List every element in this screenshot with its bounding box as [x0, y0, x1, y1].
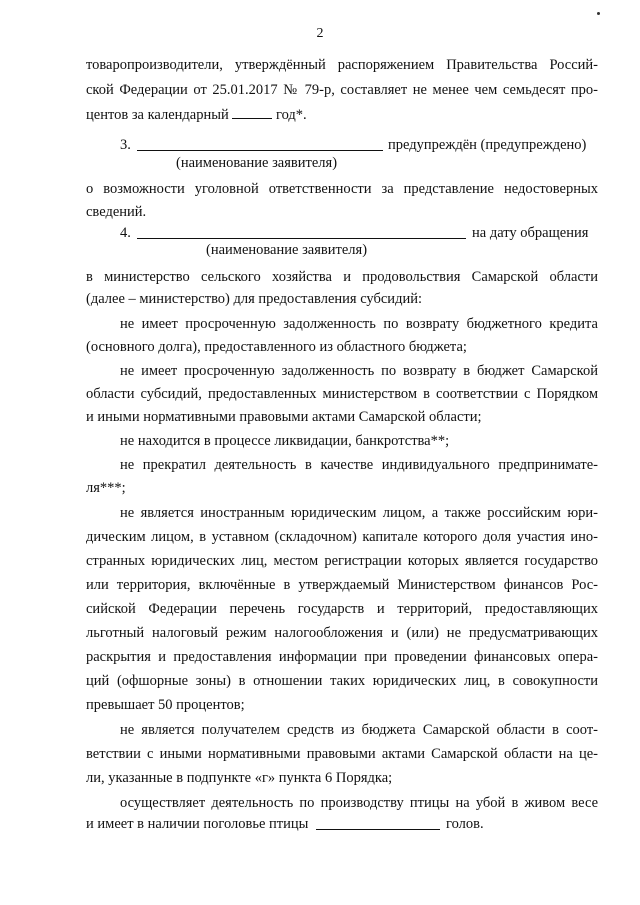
- item-number: 4.: [120, 225, 131, 241]
- text-line: о возможности уголовной ответственности за представление недостоверных: [86, 181, 598, 197]
- field-caption: (наименование заявителя): [206, 242, 368, 258]
- text-line: не является иностранным юридическим лицом, а также российским юри-: [120, 505, 598, 521]
- text-line: (далее – министерство) для предоставления субсидий:: [86, 291, 422, 307]
- text-line: ций (офшорные зоны) в отношении таких юридических лиц, в совокупности: [86, 673, 598, 689]
- text-line: области субсидий, предоставленных министерством в соответствии с Порядком: [86, 386, 598, 402]
- text-line: не является получателем средств из бюджета Самарской области в соот-: [120, 722, 598, 738]
- flock-count-blank: [316, 815, 440, 830]
- text-line: сведений.: [86, 204, 147, 220]
- text-line: ской Федерации от 25.01.2017 № 79-р, составляет не менее чем семьдесят про-: [86, 82, 598, 98]
- page-number: 2: [316, 26, 324, 41]
- item-number: 3.: [120, 137, 131, 153]
- scan-speck: [597, 12, 600, 15]
- text-line: дическим лицом, в уставном (складочном) капитале которого доля участия ино-: [86, 529, 598, 545]
- text-line: превышает 50 процентов;: [86, 697, 245, 713]
- applicant-name-blank: [137, 224, 466, 239]
- text-line: ля***;: [86, 480, 126, 496]
- text-line: не имеет просроченную задолженность по возврату в бюджет Самарской: [120, 363, 598, 379]
- text-line: странных юридических лиц, местом регистрации которых является государство: [86, 553, 598, 569]
- text-line: сийской Федерации перечень государств и территорий, предоставляющих: [86, 601, 598, 617]
- text-fragment: и имеет в наличии поголовье птицы: [86, 816, 309, 832]
- text-fragment: центов за календарный: [86, 107, 229, 123]
- field-caption: (наименование заявителя): [176, 155, 338, 171]
- text-line: или территория, включённые в утверждаемый Министерством финансов Рос-: [86, 577, 598, 593]
- text-fragment: на дату обращения: [472, 225, 589, 241]
- text-line: не прекратил деятельность в качестве индивидуального предпринимате-: [120, 457, 598, 473]
- text-line: осуществляет деятельность по производству птицы на убой в живом весе: [120, 795, 598, 811]
- text-fragment: предупреждён (предупреждено): [388, 137, 587, 153]
- text-line: в министерство сельского хозяйства и продовольствия Самарской области: [86, 269, 598, 285]
- text-line: ветствии с иными нормативными правовыми актами Самарской области на це-: [86, 746, 598, 762]
- text-line-with-blank: [86, 104, 598, 126]
- text-line: не имеет просроченную задолженность по возврату бюджетного кредита: [120, 316, 598, 332]
- text-line: товаропроизводители, утверждённый распоряжением Правительства Россий-: [86, 57, 598, 73]
- text-line: ли, указанные в подпункте «г» пункта 6 Порядка;: [86, 770, 393, 786]
- applicant-name-blank: [137, 136, 383, 151]
- text-line: раскрытия и предоставления информации при проведении финансовых опера-: [86, 649, 598, 665]
- text-fragment: год*.: [276, 107, 307, 123]
- text-line: и иными нормативными правовыми актами Самарской области;: [86, 409, 482, 425]
- year-blank: [232, 104, 272, 119]
- text-fragment: голов.: [446, 816, 484, 832]
- text-line: (основного долга), предоставленного из областного бюджета;: [86, 339, 467, 355]
- text-line: не находится в процессе ликвидации, банкротства**;: [120, 433, 450, 449]
- text-line: льготный налоговый режим налогообложения и (или) не предусматривающих: [86, 625, 598, 641]
